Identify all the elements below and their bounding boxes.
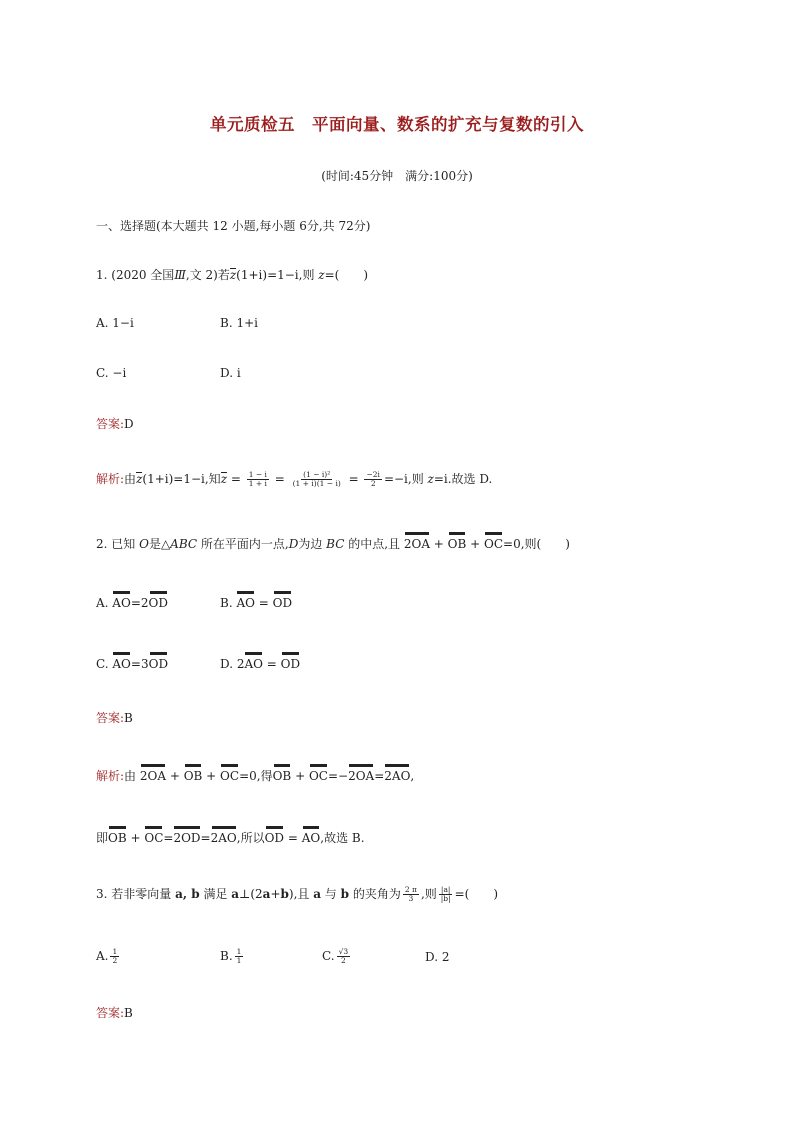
q1-an-zbar: z (136, 472, 143, 486)
q3-angle-fraction: $\frac{2 \pi}{3}$ (404, 885, 417, 903)
q3-option-a: A. $\frac{1}{2}$ (96, 947, 118, 965)
q1-fraction-1: $\frac{1 - i}{1 + i}$ (248, 470, 267, 488)
q3-answer: 答案:B (96, 1006, 133, 1020)
q1-source: Ⅲ (174, 268, 186, 282)
q1-an-p2: =−i,则 (383, 472, 428, 486)
q1-option-a: A. 1−i (96, 316, 134, 330)
q1-an-p3: =i.故选 D. (433, 472, 493, 486)
q1-option-d: D. i (220, 366, 241, 380)
q3-ratio-fraction: $\frac{|a|}{|b|}$ (440, 885, 451, 903)
q1-source-tail: ,文 2)若 (185, 268, 230, 282)
section-heading: 一、选择题(本大题共 12 小题,每小题 6分,共 72分) (96, 219, 371, 233)
q1-z: z (318, 268, 325, 282)
q2-analysis-line-1: 解析:由 2OA + OB + OC=0,得OB + OC=−2OA=2AO, (96, 769, 415, 783)
q1-lead: 1. (2020 全国 (96, 268, 175, 282)
question-2: 2. 已知 O是△ABC 所在平面内一点,D为边 BC 的中点,且 2OA + OB + OC=0,则( ) (96, 537, 570, 551)
q2-analysis-line-2: 即OB + OC=2OD=2AO,所以OD = AO,故选 B. (96, 831, 365, 845)
vector-OC: OC (484, 537, 504, 551)
q1-option-b: B. 1+i (220, 316, 258, 330)
exam-info: (时间:45分钟 满分:100分) (321, 169, 473, 183)
q1-tail: =( ) (324, 268, 369, 282)
q1-fraction-2: $\frac{\text{(1 − i)²}}{(1 + i)(1 - i)}$ (292, 470, 341, 488)
q1-fraction-3: $\frac{-2i}{2}$ (366, 470, 380, 488)
q1-mid: (1+i)=1−i,则 (236, 268, 319, 282)
q1-zbar: z (229, 268, 237, 282)
q1-an-eq1: = (227, 472, 245, 486)
q3-option-d: D. 2 (425, 950, 450, 964)
q1-an-z: z (427, 472, 434, 486)
answer-label: 答案: (96, 417, 125, 431)
q1-an-p1: (1+i)=1−i,知 (142, 472, 221, 486)
analysis-label: 解析: (96, 472, 125, 486)
q2-option-c: C. AO=3OD (96, 657, 169, 671)
q1-answer (96, 415, 134, 432)
q3-option-b: B. $\frac{1}{1}$ (220, 947, 242, 965)
q1-analysis: 解析:由z(1+i)=1−i,知z = $\frac{1 - i}{1 + i}$ = $\frac{\text{(1 − i)²}}{(1 + i)(1 - i)}$ = $\frac{-2i}{2}$ =−i,则 z=i.故选 D. (96, 470, 493, 488)
q1-an-zbar2: z (220, 472, 228, 486)
q1-option-c: C. −i (96, 366, 127, 380)
q3-option-c: C. $\frac{√3}{2}$ (322, 947, 349, 965)
question-3: 3. 若非零向量 a, b 满足 a⊥(2a+b),且 a 与 b 的夹角为 $\frac{2 \pi}{3}$ ,则 $\frac{|a|}{|b|}$ =( ) (96, 885, 499, 903)
q1-an-lead: 由 (124, 472, 137, 486)
q2-option-a: A. AO=2OD (96, 596, 168, 610)
q2-option-b: B. AO = OD (220, 596, 293, 610)
q2-answer: 答案:B (96, 711, 133, 725)
q2-option-d: D. 2AO = OD (220, 657, 301, 671)
vector-2OA: 2OA (403, 537, 430, 551)
q1-answer-value: D (124, 417, 134, 431)
question-1 (96, 266, 368, 283)
page-title: 单元质检五 平面向量、数系的扩充与复数的引入 (210, 115, 584, 134)
vector-OB: OB (447, 537, 467, 551)
